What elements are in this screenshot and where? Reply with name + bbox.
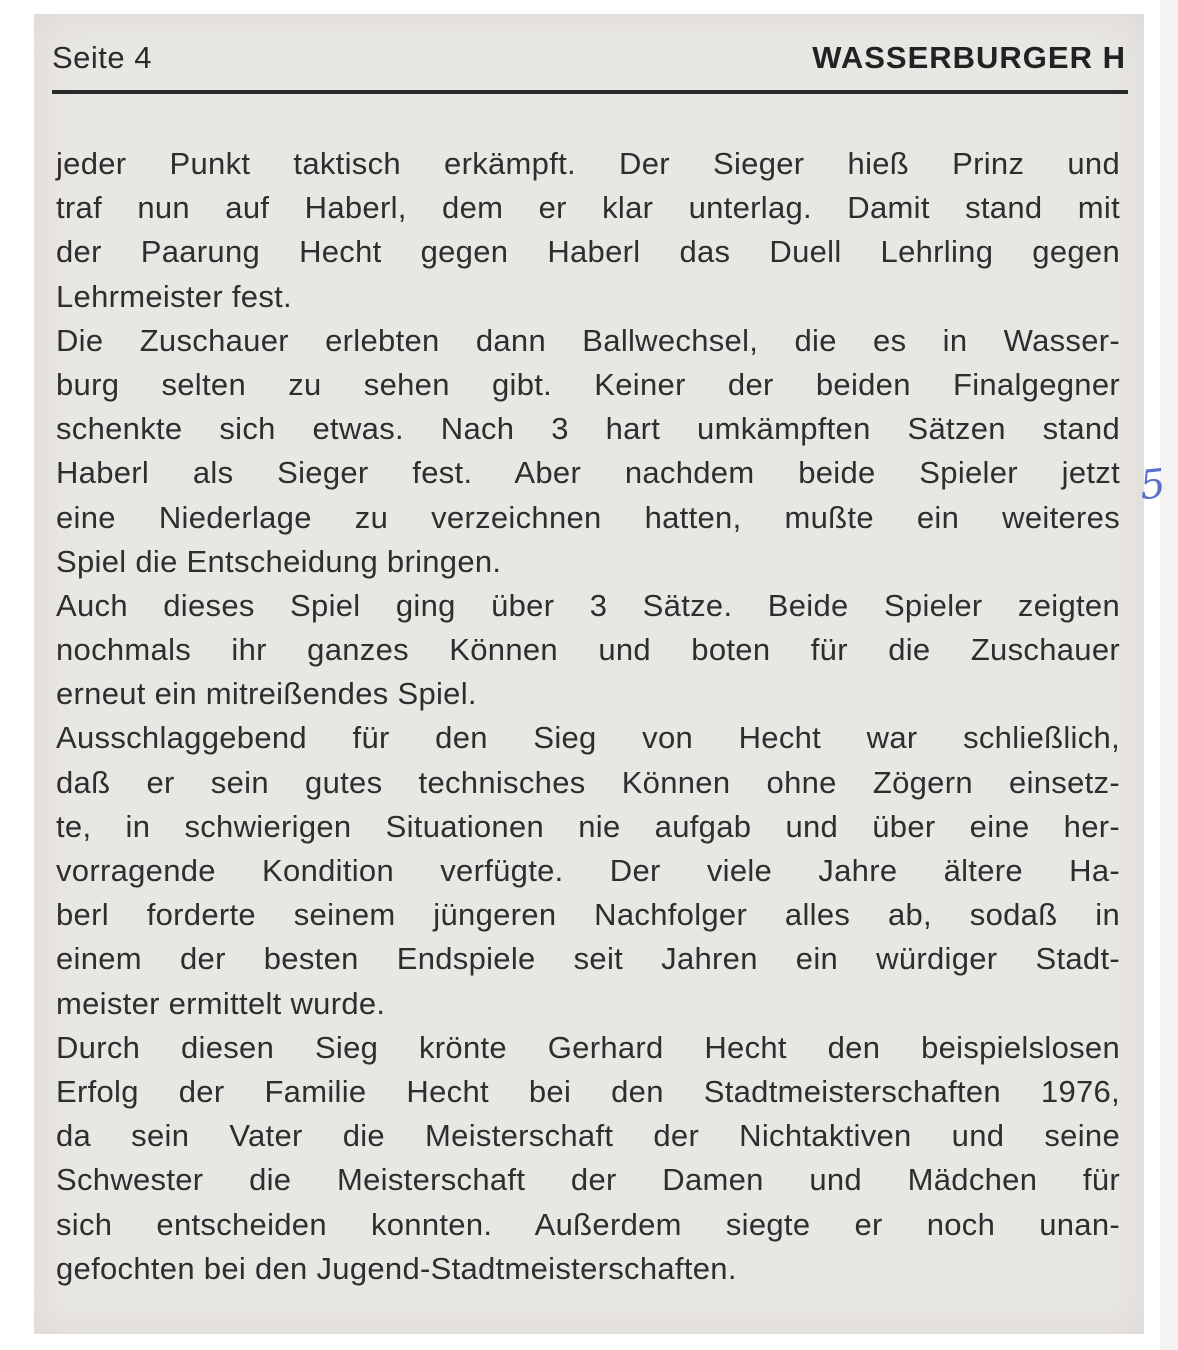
article-line: erneut ein mitreißendes Spiel. — [56, 676, 477, 712]
article-line: gefochten bei den Jugend-Stadtmeisterschaften. — [56, 1250, 737, 1286]
article-line: daß er sein gutes technisches Können ohne Zögern einsetz- — [56, 764, 1120, 800]
article-line: Spiel die Entscheidung bringen. — [56, 543, 502, 579]
article-line: einem der besten Endspiele seit Jahren ein würdiger Stadt- — [56, 941, 1120, 977]
article-line: burg selten zu sehen gibt. Keiner der beiden Finalgegner — [56, 366, 1120, 402]
article-line: traf nun auf Haberl, dem er klar unterlag. Damit stand mit — [56, 190, 1120, 226]
article-line: schenkte sich etwas. Nach 3 hart umkämpften Sätzen stand — [56, 411, 1120, 447]
article-line: te, in schwierigen Situationen nie aufgab und über eine her- — [56, 808, 1120, 844]
article-line: da sein Vater die Meisterschaft der Nichtaktiven und seine — [56, 1118, 1120, 1154]
article-body — [56, 142, 1120, 1291]
article-line: Ausschlaggebend für den Sieg von Hecht war schließlich, — [56, 720, 1120, 756]
article-line: berl forderte seinem jüngeren Nachfolger alles ab, sodaß in — [56, 897, 1120, 933]
article-line: Auch dieses Spiel ging über 3 Sätze. Beide Spieler zeigten — [56, 587, 1120, 623]
article-line: jeder Punkt taktisch erkämpft. Der Sieger hieß Prinz und — [56, 146, 1120, 181]
article-line: vorragende Kondition verfügte. Der viele Jahre ältere Ha- — [56, 853, 1120, 888]
page-header — [52, 40, 1126, 86]
article-line: sich entscheiden konnten. Außerdem siegte er noch unan- — [56, 1206, 1120, 1242]
page-number: Seite 4 — [52, 40, 153, 75]
newspaper-clipping — [34, 14, 1144, 1334]
scan-edge — [1160, 0, 1178, 1350]
article-line: Schwester die Meisterschaft der Damen und Mädchen für — [56, 1162, 1120, 1198]
article-line: eine Niederlage zu verzeichnen hatten, mußte ein weiteres — [56, 499, 1120, 535]
article-line: Haberl als Sieger fest. Aber nachdem beide Spieler jetzt — [56, 455, 1120, 491]
newspaper-name: WASSERBURGER H — [812, 40, 1126, 75]
header-rule — [52, 90, 1128, 94]
article-line: Die Zuschauer erlebten dann Ballwechsel, die es in Wasser- — [56, 322, 1120, 358]
handwritten-margin-mark: 5 — [1137, 460, 1168, 510]
article-line: Erfolg der Familie Hecht bei den Stadtmeisterschaften 1976, — [56, 1073, 1120, 1109]
article-line: Durch diesen Sieg krönte Gerhard Hecht den beispielslosen — [56, 1029, 1120, 1065]
article-line: meister ermittelt wurde. — [56, 985, 386, 1021]
article-line: nochmals ihr ganzes Können und boten für die Zuschauer — [56, 632, 1120, 668]
article-line: der Paarung Hecht gegen Haberl das Duell Lehrling gegen — [56, 234, 1120, 270]
article-line: Lehrmeister fest. — [56, 278, 292, 314]
